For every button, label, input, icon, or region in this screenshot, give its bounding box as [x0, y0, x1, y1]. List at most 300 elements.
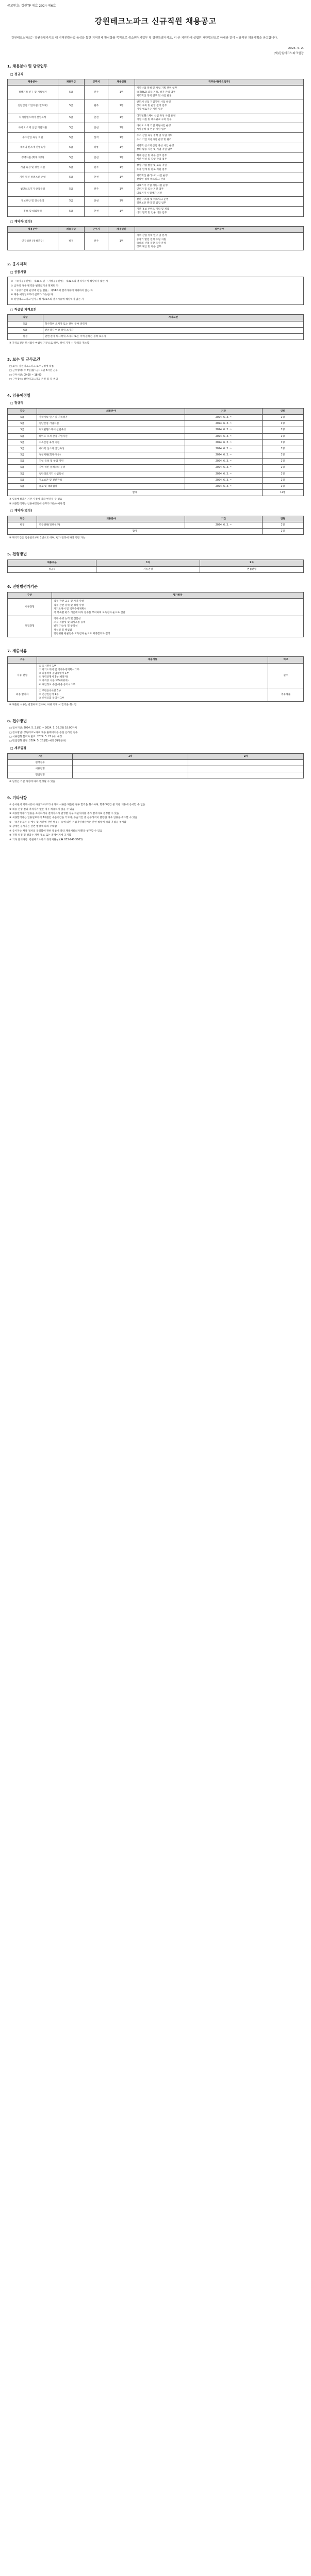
table-header-row	[8, 516, 304, 522]
criteria-item: 직무 관련 교육 및 자격 사항	[54, 600, 84, 603]
position-duties	[135, 233, 303, 250]
other-item: ① 응시원서 기재사항이 사실과 다르거나 허위 서류를 제출한 경우 합격을 취소하며, 향후 5년간 본 기관 채용에 응시할 수 없음	[9, 804, 145, 807]
col-header: 기간	[185, 408, 262, 414]
regular-positions-body	[8, 86, 304, 216]
position-field: 첨단산업 기업지원 (반도체)	[8, 99, 58, 113]
subsection-title: □ 공통사항	[10, 270, 26, 274]
application-item: □ 접수방법: 강원테크노파크 채용 홈페이지를 통한 온라인 접수	[9, 731, 78, 734]
duty-item: 기업 지원 및 네트워크 구축 업무	[136, 118, 172, 121]
count-cell: 1명	[262, 477, 303, 483]
col-header: 구분	[8, 657, 37, 663]
documents-table	[7, 656, 304, 702]
position-place: 원주	[85, 233, 108, 250]
grade-cell: 5급	[8, 452, 37, 459]
duty-item: 회계 결산 및 세무 신고 업무	[136, 155, 167, 158]
count-cell: 1명	[262, 484, 303, 490]
table-row	[8, 459, 304, 465]
position-field: 바이오 소재 산업 기업지원	[8, 123, 58, 132]
requirement-item: ③ 「공공기관의 운영에 관한 법률」 제34조의 결격사유에 해당하지 않는 자	[11, 289, 93, 292]
table-row	[8, 433, 304, 439]
regular-positions-table	[7, 79, 304, 216]
selection-method-body	[8, 566, 304, 572]
duty-item: 시험분석 및 인증 지원 업무	[136, 128, 166, 131]
table-row	[8, 196, 304, 206]
other-item: ⑤ 「국가유공자 등 예우 및 지원에 관한 법률」 등에 의한 취업지원대상자는 관련 법령에 따라 가점을 부여함	[9, 821, 126, 824]
grade-cell: 5급	[8, 433, 37, 439]
duty-item: 디지털헬스케어 산업 육성 사업 운영	[136, 114, 176, 117]
table-row	[8, 566, 304, 572]
position-place: 춘천	[85, 196, 108, 206]
document-item: ⑥ 개인정보 수집·이용 동의서 1부	[39, 683, 75, 686]
grade-cell: 5급	[8, 446, 37, 452]
period-cell: 2024. 6. 3. ~	[185, 414, 262, 420]
document-item: ① 응시원서 1부	[39, 665, 56, 668]
field-cell: 연구위원(정책연구)	[37, 522, 185, 529]
duty-item: 의료기기 시험평가 지원	[136, 192, 162, 195]
requirement-item: ⑤ 강원테크노파크 인사규정 제10조의 결격사유에 해당하지 않는 자	[11, 298, 84, 301]
document-item: ⑤ 자격증 사본 1부(해당자)	[39, 680, 69, 683]
table-row	[8, 153, 304, 163]
total-row	[8, 529, 304, 535]
duty-item: 중장기 발전 전략 수립 지원	[136, 238, 166, 241]
duty-item: 국내외 산업 동향 조사·분석	[136, 242, 166, 245]
duty-item: 세라믹 신소재 산업 육성 사업 운영	[136, 144, 174, 147]
grade-cell: 5급	[8, 321, 43, 327]
count-cell: 1명	[262, 459, 303, 465]
col-header: 자격요건	[43, 315, 303, 321]
remark-cell: 필수	[268, 663, 304, 688]
grade-cell: 6급	[8, 327, 43, 333]
field-cell: 정보보안 및 전산관리	[37, 477, 185, 483]
position-field: 홍보 및 대외협력	[8, 207, 58, 216]
col-header: 기간	[185, 516, 262, 522]
duty-item: 장비 활용 지원 및 기업 지원 업무	[136, 148, 173, 151]
grade-cell: 5급	[8, 459, 37, 465]
table-row	[8, 427, 304, 433]
table-header-row	[8, 408, 304, 414]
table-row	[8, 163, 304, 173]
duty-item: 의료기기 기업 지원사업 운영	[136, 184, 168, 188]
col-header: 채용분야	[37, 516, 185, 522]
table-row	[8, 616, 304, 637]
col-header: 채용인원	[108, 79, 135, 86]
section-title: 5. 전형방법	[7, 551, 27, 556]
position-count: 1명	[108, 183, 135, 197]
col-header: 1차	[73, 753, 188, 759]
col-header: 인원	[262, 408, 303, 414]
contract-appointment-body	[8, 522, 304, 529]
col-header: 채용인원	[108, 227, 135, 233]
total-label: 합계	[8, 529, 263, 535]
position-place: 춘천	[85, 153, 108, 163]
contract-appointment-notes	[9, 536, 304, 540]
total-label: 합계	[8, 490, 263, 496]
position-duties	[135, 173, 303, 182]
criteria-item: 발전 가능성 및 창의성	[54, 625, 78, 628]
table-header-row	[8, 592, 304, 599]
col-header: 채용분야	[8, 227, 58, 233]
position-count: 1명	[108, 133, 135, 143]
position-grade: 5급	[58, 183, 85, 197]
intro-paragraph: 강원테크노파크는 강원특별자치도 내 지역전략산업 육성을 통한 지역경제 활성화를 목적으로 중소벤처기업부 및 강원특별자치도, 시·군 지원하에 설립된 재단법인으로 아래와 같이 신규직원 채용계획을 공고합니다.	[11, 37, 278, 40]
position-place: 원주	[85, 163, 108, 173]
field-cell: 디지털헬스케어 산업육성	[37, 427, 185, 433]
subsection-title: □ 세부일정	[10, 746, 26, 750]
position-place: 강릉	[85, 143, 108, 152]
position-field: 정책기획 연구 및 기획평가	[8, 86, 58, 99]
criteria-item: 직무 관련 경력 및 경험 사항	[54, 604, 84, 607]
position-duties	[135, 133, 303, 143]
selection-method-table	[7, 560, 304, 572]
subsection-title: □ 계약직(별정)	[10, 509, 32, 513]
duty-item: 수소 산업 육성 정책 및 사업 기획	[136, 134, 173, 138]
table-header-row	[8, 227, 304, 233]
position-duties	[135, 196, 303, 206]
section-title: 7. 제출서류	[7, 649, 27, 654]
grade-cell: 5급	[8, 414, 37, 420]
section-title: 4. 임용예정일	[7, 393, 30, 398]
period-cell: 2024. 6. 3. ~	[185, 433, 262, 439]
schedule-label: 면접전형	[8, 772, 73, 778]
position-grade: 5급	[58, 163, 85, 173]
table-row	[8, 484, 304, 490]
position-field: 지역 혁신 클러스터 운영	[8, 173, 58, 182]
position-count: 1명	[108, 113, 135, 123]
table-row	[8, 759, 304, 766]
grade-cell: 5급	[8, 427, 37, 433]
criteria-item: 각 항목별 평가 기준에 따라 점수를 부여하며 고득점자 순으로 선발	[54, 611, 125, 614]
condition-item: □ 보수: 강원테크노파크 보수규정에 따름	[9, 365, 54, 368]
table-row	[8, 772, 304, 778]
period-cell: 2024. 6. 3. ~	[185, 439, 262, 446]
count-cell: 1명	[262, 446, 303, 452]
col-header: 구분	[8, 753, 73, 759]
total-value: 12명	[262, 490, 303, 496]
col-header: 직급	[8, 315, 43, 321]
period-cell: 2024. 6. 3. ~	[185, 452, 262, 459]
position-count: 1명	[108, 153, 135, 163]
condition-item: □ 근무시간: 09:00 ~ 18:00	[9, 374, 42, 377]
section-title: 9. 기타사항	[7, 795, 27, 800]
duty-item: 지역혁신 정책 연구 및 사업 발굴	[136, 94, 172, 97]
document-item: ② 건강진단서 1부	[39, 693, 59, 696]
table-row	[8, 522, 304, 529]
grade-cell: 5급	[8, 465, 37, 471]
schedule-note: ※ 일정은 기관 사정에 따라 변경될 수 있음	[9, 781, 55, 784]
other-item: ⑧ 전형 일정 및 결과는 개별 통보 또는 홈페이지에 공지함	[9, 834, 71, 837]
section-conditions	[7, 357, 304, 382]
subsection-title: □ 정규직	[10, 401, 24, 405]
kind-cell: 서류전형	[8, 599, 52, 616]
position-field: 경영지원 (회계·재무)	[8, 153, 58, 163]
position-duties	[135, 86, 303, 99]
position-place: 원주	[85, 99, 108, 113]
criteria-item: 직무 수행 능력 및 전문성	[54, 618, 81, 621]
documents-cell	[37, 663, 268, 688]
condition-item: □ 근무장소: 강원테크노파크 본원 및 각 센터	[9, 378, 58, 381]
col-header: 채용분야	[37, 408, 185, 414]
table-row	[8, 414, 304, 420]
col-header: 직급	[8, 516, 37, 522]
position-place: 춘천	[85, 173, 108, 182]
col-header: 평가항목	[52, 592, 304, 599]
table-row	[8, 688, 304, 702]
count-cell: 1명	[262, 439, 303, 446]
field-cell: 첨단산업 기업지원	[37, 421, 185, 427]
conditions-list	[9, 365, 304, 382]
position-count: 1명	[108, 99, 135, 113]
other-item: ⑥ 장애인 응시자는 관련 법령에 따라 우대함	[9, 825, 57, 828]
count-cell: 1명	[262, 465, 303, 471]
kind-cell: 최종 합격자	[8, 688, 37, 702]
field-cell: 정책기획 연구 및 기획평가	[37, 414, 185, 420]
table-row	[8, 123, 304, 132]
section-title: 1. 채용분야 및 담당업무	[7, 64, 47, 69]
position-place: 원주	[85, 183, 108, 197]
duty-item: 예산 편성 및 집행 관리 업무	[136, 158, 167, 161]
table-header-row	[8, 79, 304, 86]
notice-date: 2024. 5. 2.	[288, 46, 304, 50]
evaluation-table	[7, 592, 304, 637]
position-field: 세라믹 신소재 산업육성	[8, 143, 58, 152]
field-cell: 첨단의료기기 산업육성	[37, 471, 185, 477]
schedule-cell	[188, 766, 304, 772]
requirement-item: ② 남자의 경우 병역을 필하였거나 면제된 자	[11, 284, 59, 287]
grade-requirements-table	[7, 314, 304, 340]
field-cell: 기업 육성 및 창업 지원	[37, 459, 185, 465]
duty-item: 기업 애로기술 지원 업무	[136, 108, 163, 111]
application-item: □ 면접전형 일정: 2024. 5. 28.(화) 예정 (개별통보)	[9, 740, 67, 743]
stage-cell: 서류전형	[96, 566, 200, 572]
section-selection-method	[7, 552, 304, 573]
table-row	[8, 99, 304, 113]
eligibility-note: ※ 자격요건은 원서접수 마감일 기준으로 하며, 허위 기재 시 합격을 취소함	[9, 342, 90, 345]
position-duties	[135, 207, 303, 216]
kind-cell: 면접전형	[8, 616, 52, 637]
grade-cell: 별정	[8, 522, 37, 529]
count-cell: 1명	[262, 522, 303, 529]
count-cell: 1명	[262, 452, 303, 459]
section-title: 6. 전형별평가기준	[7, 584, 38, 589]
section-title: 8. 접수방법	[7, 718, 27, 723]
table-row	[8, 183, 304, 197]
position-field: 디지털헬스케어 산업육성	[8, 113, 58, 123]
table-header-row	[8, 315, 304, 321]
col-header: 구분	[8, 592, 52, 599]
col-header: 2차	[188, 753, 304, 759]
col-header: 채용분야	[8, 79, 58, 86]
note-item: ※ 계약기간은 임용일로부터 2년으로 하며, 평가 결과에 따라 연장 가능	[9, 537, 86, 540]
requirement-cell: 관련 분야 박사학위 소지자 또는 이에 준하는 경력 보유자	[43, 333, 303, 340]
count-cell: 1명	[262, 414, 303, 420]
schedule-label: 서류전형	[8, 766, 73, 772]
criteria-item: 자기소개서 및 직무수행계획서	[54, 607, 87, 611]
col-header: 직급	[8, 408, 37, 414]
schedule-table	[7, 753, 304, 779]
duty-item: 인허가 및 임상 지원 업무	[136, 188, 164, 191]
duty-item: 기관 홍보 콘텐츠 기획 및 제작	[136, 208, 170, 211]
col-header: 채용구분	[8, 560, 96, 566]
position-grade: 5급	[58, 207, 85, 216]
grade-cell: 5급	[8, 439, 37, 446]
field-cell: 바이오 소재 산업 기업지원	[37, 433, 185, 439]
table-row	[8, 86, 304, 99]
contract-appointment-table	[7, 516, 304, 535]
duty-item: 수소 기업 지원사업 운영 및 관리	[136, 138, 172, 141]
duty-item: 반도체 산업 기업지원 사업 운영	[136, 101, 171, 104]
position-place: 춘천	[85, 113, 108, 123]
count-cell: 1명	[262, 427, 303, 433]
contract-positions-body	[8, 233, 304, 250]
period-cell: 2024. 6. 3. ~	[185, 446, 262, 452]
requirement-item: ④ 채용 예정일로부터 근무가 가능한 자	[11, 294, 53, 297]
other-item: ③ 최종합격자가 임용을 포기하거나 결격사유가 발생할 경우 차순위자를 추가 합격자로 결정할 수 있음	[9, 812, 119, 816]
table-row	[8, 207, 304, 216]
period-cell: 2024. 6. 3. ~	[185, 421, 262, 427]
table-row	[8, 452, 304, 459]
col-header: 1차	[96, 560, 200, 566]
table-row	[8, 421, 304, 427]
schedule-cell	[73, 759, 188, 766]
subsection-title: □ 직급별 자격요건	[10, 308, 37, 312]
position-count: 1명	[108, 163, 135, 173]
count-cell: 1명	[262, 421, 303, 427]
section-application	[7, 719, 304, 784]
criteria-item: 조직 적합성 및 의사소통 능력	[54, 621, 86, 624]
document-item: ④ 경력증명서 1부(해당자)	[39, 676, 68, 679]
position-count: 1명	[108, 173, 135, 182]
other-item: ⑨ 기타 문의사항: 강원테크노파크 경영지원실 (☎ 033-248-5603)	[9, 838, 83, 841]
documents-cell	[37, 688, 268, 702]
other-item: ④ 최종합격자는 임용일로부터 3개월간 수습기간을 거치며, 수습기간 중 근무성적이 불량한 경우 임용을 취소할 수 있음	[9, 817, 138, 820]
count-cell: 1명	[262, 433, 303, 439]
position-grade: 5급	[58, 153, 85, 163]
position-field: 연구위원 (정책연구)	[8, 233, 58, 250]
section-documents	[7, 649, 304, 707]
total-row	[8, 490, 304, 496]
document-item: ③ 최종학력 졸업증명서 1부	[39, 672, 69, 675]
section-evaluation	[7, 584, 304, 637]
condition-item: □ 근무형태: 주 5일(월~금), 1일 8시간 근무	[9, 369, 58, 372]
duty-item: 투자 연계 및 판로 지원 업무	[136, 168, 167, 171]
table-row	[8, 446, 304, 452]
period-cell: 2024. 6. 3. ~	[185, 471, 262, 477]
total-value: 1명	[262, 529, 303, 535]
duty-item: 바이오 소재 기업 지원사업 운영	[136, 124, 171, 127]
grade-cell: 5급	[8, 471, 37, 477]
application-item: □ 서류전형 합격자 발표: 2024. 5. 22.(수) 예정	[9, 736, 62, 739]
section-eligibility	[7, 262, 304, 345]
documents-body	[8, 663, 304, 702]
page-title: 강원테크노파크 신규직원 채용공고	[94, 16, 217, 26]
kind-cell: 정규직	[8, 566, 96, 572]
col-header: 채용직급	[58, 227, 85, 233]
table-row	[8, 465, 304, 471]
section-other	[7, 795, 304, 842]
subsection-title: □ 계약직(별정)	[10, 219, 32, 224]
position-duties	[135, 163, 303, 173]
kind-cell: 서류 전형	[8, 663, 37, 688]
duty-item: 대외 협력 및 언론 대응 업무	[136, 212, 167, 215]
position-grade: 별정	[58, 233, 85, 250]
table-row	[8, 477, 304, 483]
position-count: 1명	[108, 196, 135, 206]
schedule-cell	[188, 772, 304, 778]
stage-cell: 면접전형	[200, 566, 304, 572]
position-place: 춘천	[85, 207, 108, 216]
criteria-cell	[52, 616, 304, 637]
criteria-item: 성실성 및 책임감	[54, 629, 72, 632]
table-row	[8, 333, 304, 340]
col-header: 근무지	[85, 79, 108, 86]
position-place: 원주	[85, 86, 108, 99]
remark-cell: 추후제출	[268, 688, 304, 702]
note-item: ※ 최종합격자는 임용예정일에 근무가 가능하여야 함	[9, 502, 66, 505]
position-field: 첨단의료기기 산업육성	[8, 183, 58, 197]
grade-cell: 5급	[8, 421, 37, 427]
table-row	[8, 133, 304, 143]
appointment-table	[7, 408, 304, 497]
position-field: 수소산업 육성 지원	[8, 133, 58, 143]
period-cell: 2024. 6. 3. ~	[185, 522, 262, 529]
position-grade: 5급	[58, 196, 85, 206]
section-title: 3. 보수 및 근무조건	[7, 357, 40, 362]
period-cell: 2024. 6. 3. ~	[185, 427, 262, 433]
table-row	[8, 439, 304, 446]
requirement-item: ① 「국가공무원법」 제33조 및 「지방공무원법」 제31조의 결격사유에 해당하지 않는 자	[11, 280, 108, 283]
table-row	[8, 233, 304, 250]
field-cell: 지역 혁신 클러스터 운영	[37, 465, 185, 471]
table-row	[8, 471, 304, 477]
position-grade: 5급	[58, 99, 85, 113]
documents-note: ※ 제출된 서류는 반환하지 않으며, 허위 기재 시 합격을 취소함	[9, 704, 77, 707]
period-cell: 2024. 6. 3. ~	[185, 465, 262, 471]
col-header: 근무지	[85, 227, 108, 233]
position-duties	[135, 183, 303, 197]
position-count: 1명	[108, 86, 135, 99]
position-grade: 5급	[58, 113, 85, 123]
table-row	[8, 327, 304, 333]
table-header-row	[8, 753, 304, 759]
schedule-cell	[188, 759, 304, 766]
subsection-title: □ 정규직	[10, 72, 24, 76]
document-item: ① 주민등록초본 1부	[39, 689, 61, 692]
table-row	[8, 599, 304, 616]
table-row	[8, 143, 304, 152]
col-header: 채용직급	[58, 79, 85, 86]
grade-cell: 별정	[8, 333, 43, 340]
duty-item: 지역산업 정책 및 사업 기획 관련 업무	[136, 87, 177, 90]
duty-item: 전산 시스템 및 네트워크 운영	[136, 198, 169, 201]
contract-positions-table	[7, 226, 304, 250]
appointment-notes	[9, 498, 304, 506]
issuing-org: (재)강원테크노파크원장	[273, 52, 304, 56]
position-duties	[135, 123, 303, 132]
grade-cell: 5급	[8, 484, 37, 490]
schedule-label: 원서접수	[8, 759, 73, 766]
duty-item: 지역 산업 정책 연구 및 분석	[136, 234, 167, 238]
col-header: 인원	[262, 516, 303, 522]
schedule-cell	[73, 766, 188, 772]
evaluation-body	[8, 599, 304, 637]
section-positions	[7, 64, 304, 250]
appointment-body	[8, 414, 304, 489]
section-appointment	[7, 393, 304, 540]
field-cell: 홍보 및 대외협력	[37, 484, 185, 490]
position-duties	[135, 113, 303, 123]
duty-item: 지역혁신 클러스터 사업 운영	[136, 174, 168, 177]
field-cell: 세라믹 신소재 산업육성	[37, 446, 185, 452]
